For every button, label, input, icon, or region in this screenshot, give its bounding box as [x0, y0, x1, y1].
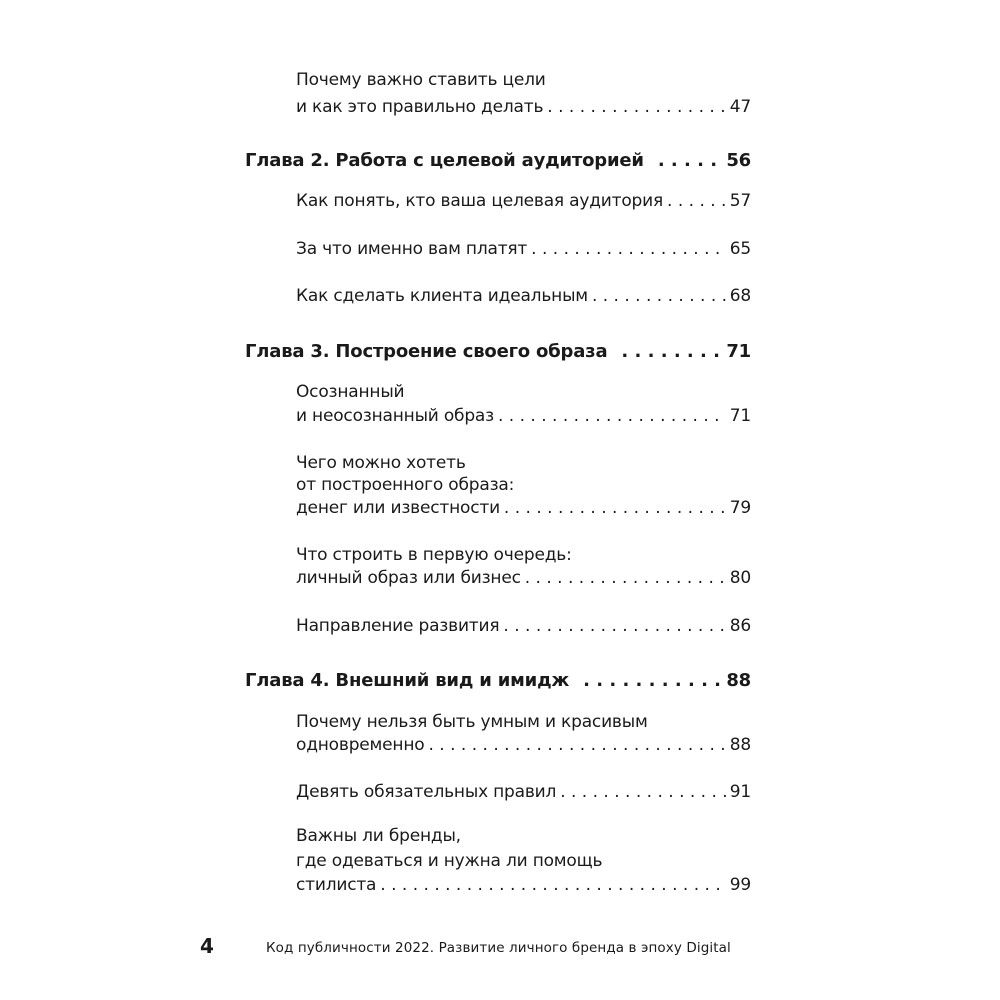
toc-page-number: 47 [729, 97, 751, 117]
toc-entry [296, 616, 751, 636]
toc-entry-text: от построенного образа: [296, 475, 515, 495]
toc-page-number: 91 [729, 782, 751, 802]
toc-page-number: 86 [729, 616, 751, 636]
toc-page-number: 57 [729, 191, 751, 211]
toc-entry-text: и неосознанный образ [296, 406, 494, 426]
toc-entry [296, 191, 751, 211]
toc-entry-text: Чего можно хотеть [296, 453, 466, 473]
dot-leader [525, 568, 726, 588]
toc-entry-text: Что строить в первую очередь: [296, 545, 572, 565]
chapter-title: Глава 2. Работа с целевой аудиторией [245, 150, 644, 171]
chapter-title: Глава 3. Построение своего образа [245, 341, 608, 362]
chapter-heading [245, 150, 751, 171]
dot-leader [583, 670, 722, 691]
toc-page-number: 88 [726, 670, 751, 691]
toc-entry-text: Почему нельзя быть умным и красивым [296, 712, 648, 732]
toc-entry [296, 782, 751, 802]
toc-page-number: 88 [729, 735, 751, 755]
toc-page-number: 71 [726, 341, 751, 362]
toc-page-number: 71 [729, 406, 751, 426]
toc-entry-text: и как это правильно делать [296, 97, 544, 117]
dot-leader [658, 150, 723, 171]
toc-entry [296, 239, 751, 259]
toc-entry-text: Важны ли бренды, [296, 826, 461, 846]
dot-leader [380, 875, 725, 895]
toc-page-number: 68 [729, 286, 751, 306]
toc-entry-text: одновременно [296, 735, 425, 755]
toc-entry-text: Как сделать клиента идеальным [296, 286, 588, 306]
toc-entry [296, 286, 751, 306]
toc-page-number: 99 [729, 875, 751, 895]
toc-page-number: 79 [729, 498, 751, 518]
toc-entry-text: Девять обязательных правил [296, 782, 557, 802]
toc-entry-text: Почему важно ставить цели [296, 70, 546, 90]
toc-page-number: 65 [729, 239, 751, 259]
dot-leader [531, 239, 726, 259]
toc-entry-text: стилиста [296, 875, 377, 895]
toc-page-number: 56 [726, 150, 751, 171]
dot-leader [547, 97, 726, 117]
chapter-heading [245, 341, 751, 362]
dot-leader [504, 498, 726, 518]
toc-entry-text: Как понять, кто ваша целевая аудитория [296, 191, 664, 211]
dot-leader [498, 406, 726, 426]
dot-leader [621, 341, 722, 362]
dot-leader [560, 782, 726, 802]
dot-leader [592, 286, 726, 306]
footer-book-title: Код публичности 2022. Развитие личного бренда в эпоху Digital [266, 940, 731, 956]
toc-page-number: 80 [729, 568, 751, 588]
toc-entry-text: Осознанный [296, 382, 405, 402]
chapter-heading [245, 670, 751, 691]
dot-leader [503, 616, 725, 636]
toc-entry-text: Направление развития [296, 616, 500, 636]
dot-leader [667, 191, 726, 211]
toc-entry-text: где одеваться и нужна ли помощь [296, 851, 603, 871]
toc-entry-text: денег или известности [296, 498, 500, 518]
dot-leader [428, 735, 725, 755]
chapter-title: Глава 4. Внешний вид и имидж [245, 670, 570, 691]
footer-page-number: 4 [200, 934, 214, 958]
toc-entry-text: За что именно вам платят [296, 239, 528, 259]
toc-entry-text: личный образ или бизнес [296, 568, 521, 588]
